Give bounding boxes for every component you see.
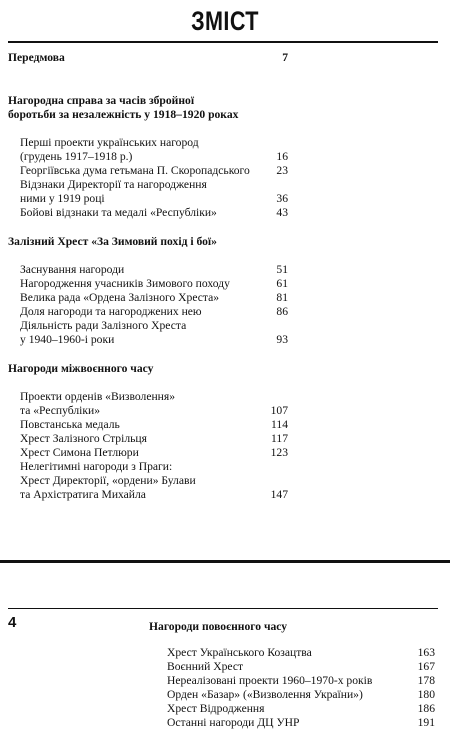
toc-page: 23 — [276, 164, 288, 177]
toc-entry: Хрест Залізного Стрільця — [20, 432, 147, 445]
toc-entry-cont: та «Республіки» — [20, 404, 101, 417]
toc-entry: Хрест Відродження — [167, 702, 265, 715]
page-number: 4 — [8, 614, 17, 631]
toc-page: 191 — [417, 716, 435, 729]
toc-entry-cont: Хрест Директорії, «ордени» Булави — [20, 474, 196, 487]
toc-entry: Перші проекти українських нагород — [20, 136, 199, 149]
toc-page: 81 — [276, 291, 288, 304]
toc-page: 51 — [276, 263, 288, 276]
toc-title: ЗМІСТ — [191, 6, 259, 36]
section4-title: Нагороди повоєнного часу — [149, 620, 288, 633]
toc-page: 43 — [276, 206, 288, 219]
toc-entry: Хрест Симона Петлюри — [20, 446, 139, 459]
page-break-rule — [0, 560, 450, 563]
toc-entry: Георгіївська дума гетьмана П. Скоропадського — [20, 164, 250, 177]
toc-entry: Хрест Українського Козацтва — [167, 646, 312, 659]
toc-entry: Нелегітимні нагороди з Праги: — [20, 460, 173, 473]
toc-page: 147 — [270, 488, 288, 501]
toc-entry: Нагородження учасників Зимового походу — [20, 277, 230, 290]
toc-page: 117 — [271, 432, 288, 445]
toc-page: 107 — [270, 404, 288, 417]
toc-entry-cont: ними у 1919 році — [20, 192, 105, 205]
toc-entry: Заснування нагороди — [20, 263, 125, 276]
toc-entry: Доля нагороди та нагороджених нею — [20, 305, 202, 318]
preface-page: 7 — [282, 51, 288, 64]
toc-entry: Велика рада «Ордена Залізного Хреста» — [20, 291, 220, 304]
toc-entry: Воєнний Хрест — [167, 660, 244, 673]
toc-entry: Відзнаки Директорії та нагородження — [20, 178, 207, 191]
section1-title-line2: боротьби за незалежність у 1918–1920 роках — [8, 108, 239, 121]
preface-label: Передмова — [8, 51, 65, 64]
toc-page: 180 — [417, 688, 435, 701]
toc-entry-cont: (грудень 1917–1918 р.) — [20, 150, 133, 163]
toc-page: 123 — [270, 446, 288, 459]
toc-page: 186 — [417, 702, 435, 715]
toc-page: 163 — [417, 646, 435, 659]
toc-page: 167 — [417, 660, 435, 673]
toc-page: 178 — [417, 674, 435, 687]
toc-page: 93 — [276, 333, 288, 346]
toc-entry: Останні нагороди ДЦ УНР — [167, 716, 300, 729]
toc-entry: Проекти орденів «Визволення» — [20, 390, 176, 403]
toc-entry: Орден «Базар» («Визволення України») — [167, 688, 363, 701]
toc-entry: Бойові відзнаки та медалі «Республіки» — [20, 206, 217, 219]
toc-page: 114 — [271, 418, 288, 431]
section1-title-line1: Нагородна справа за часів збройної — [8, 94, 195, 107]
toc-entry-cont: та Архістратига Михайла — [20, 488, 146, 501]
toc-page: 86 — [276, 305, 288, 318]
toc-page: 16 — [276, 150, 288, 163]
toc-page: 36 — [276, 192, 288, 205]
header-rule — [8, 608, 438, 609]
toc-entry: Повстанська медаль — [20, 418, 120, 431]
title-rule — [8, 41, 438, 43]
section2-title: Залізний Хрест «За Зимовий похід і бої» — [8, 235, 217, 248]
section3-title: Нагороди міжвоєнного часу — [8, 362, 154, 375]
toc-page: 61 — [276, 277, 288, 290]
toc-entry: Діяльність ради Залізного Хреста — [20, 319, 187, 332]
toc-entry: Нереалізовані проекти 1960–1970-х років — [167, 674, 373, 687]
toc-entry-cont: у 1940–1960-і роки — [20, 333, 115, 346]
